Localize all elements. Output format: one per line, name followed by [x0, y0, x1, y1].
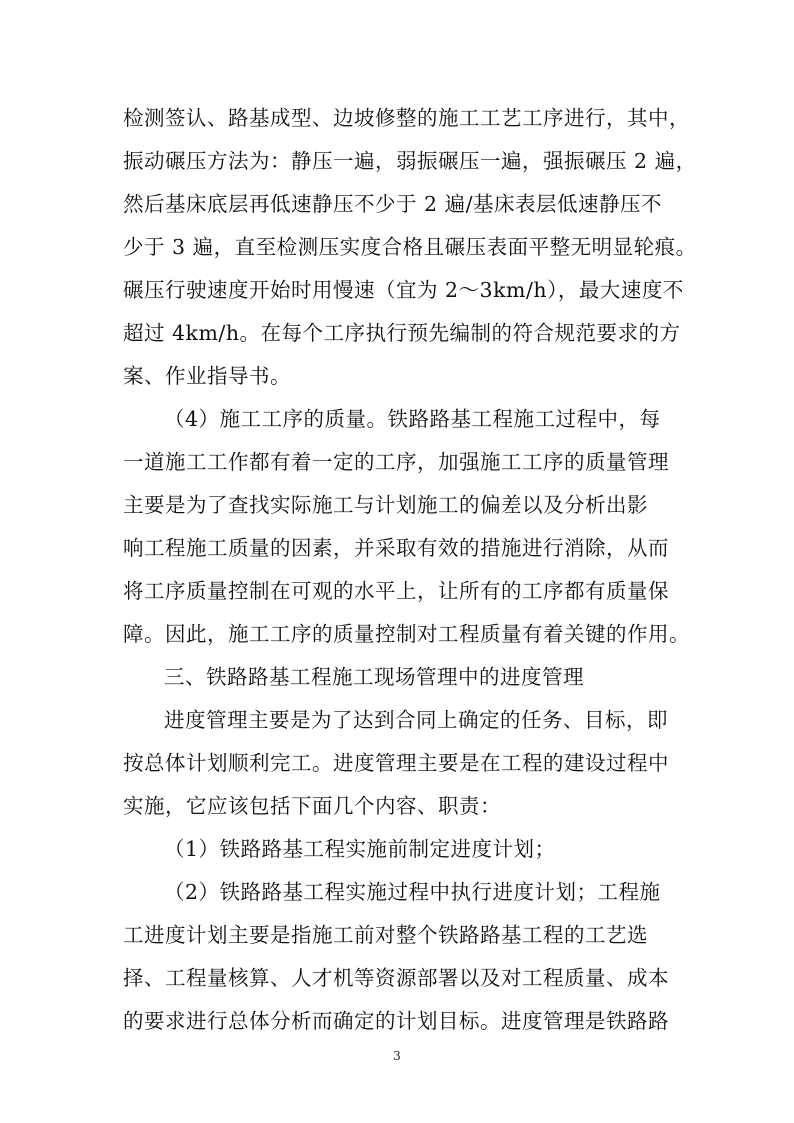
text-line: 超过 4km/h。在每个工序执行预先编制的符合规范要求的方	[123, 321, 681, 345]
text-line: 碾压行驶速度开始时用慢速（宜为 2～3km/h），最大速度不	[123, 278, 684, 302]
text-line: 主要是为了查找实际施工与计划施工的偏差以及分析出影	[123, 493, 648, 517]
text-line: （2）铁路路基工程实施过程中执行进度计划；工程施	[164, 880, 661, 904]
text-line: 振动碾压方法为：静压一遍，弱振碾压一遍，强振碾压 2 遍，	[123, 149, 697, 173]
text-line: 然后基床底层再低速静压不少于 2 遍/基床表层低速静压不	[123, 192, 662, 216]
text-line: 少于 3 遍，直至检测压实度合格且碾压表面平整无明显轮痕。	[123, 235, 697, 259]
section-heading: 三、铁路路基工程施工现场管理中的进度管理	[164, 665, 584, 689]
text-line: （1）铁路路基工程实施前制定进度计划；	[164, 837, 556, 861]
text-line: 进度管理主要是为了达到合同上确定的任务、目标，即	[164, 708, 668, 732]
text-line: 将工序质量控制在可观的水平上，让所有的工序都有质量保	[123, 579, 669, 603]
text-line: 障。因此，施工工序的质量控制对工程质量有着关键的作用。	[123, 622, 690, 646]
text-line: 的要求进行总体分析而确定的计划目标。进度管理是铁路路	[123, 1009, 669, 1033]
text-line: 响工程施工质量的因素，并采取有效的措施进行消除，从而	[123, 536, 669, 560]
text-line: 一道施工工作都有着一定的工序，加强施工工序的质量管理	[123, 450, 669, 474]
text-line: 工进度计划主要是指施工前对整个铁路路基工程的工艺选	[123, 923, 648, 947]
text-line: 检测签认、路基成型、边坡修整的施工工艺工序进行，其中，	[123, 106, 690, 130]
text-line: 按总体计划顺利完工。进度管理主要是在工程的建设过程中	[123, 751, 669, 775]
text-line: 案、作业指导书。	[123, 364, 291, 388]
page-number: 3	[393, 1049, 401, 1063]
text-line: 实施，它应该包括下面几个内容、职责：	[123, 794, 501, 818]
text-line: （4）施工工序的质量。铁路路基工程施工过程中，每	[164, 407, 661, 431]
text-line: 择、工程量核算、人才机等资源部署以及对工程质量、成本	[123, 966, 669, 990]
